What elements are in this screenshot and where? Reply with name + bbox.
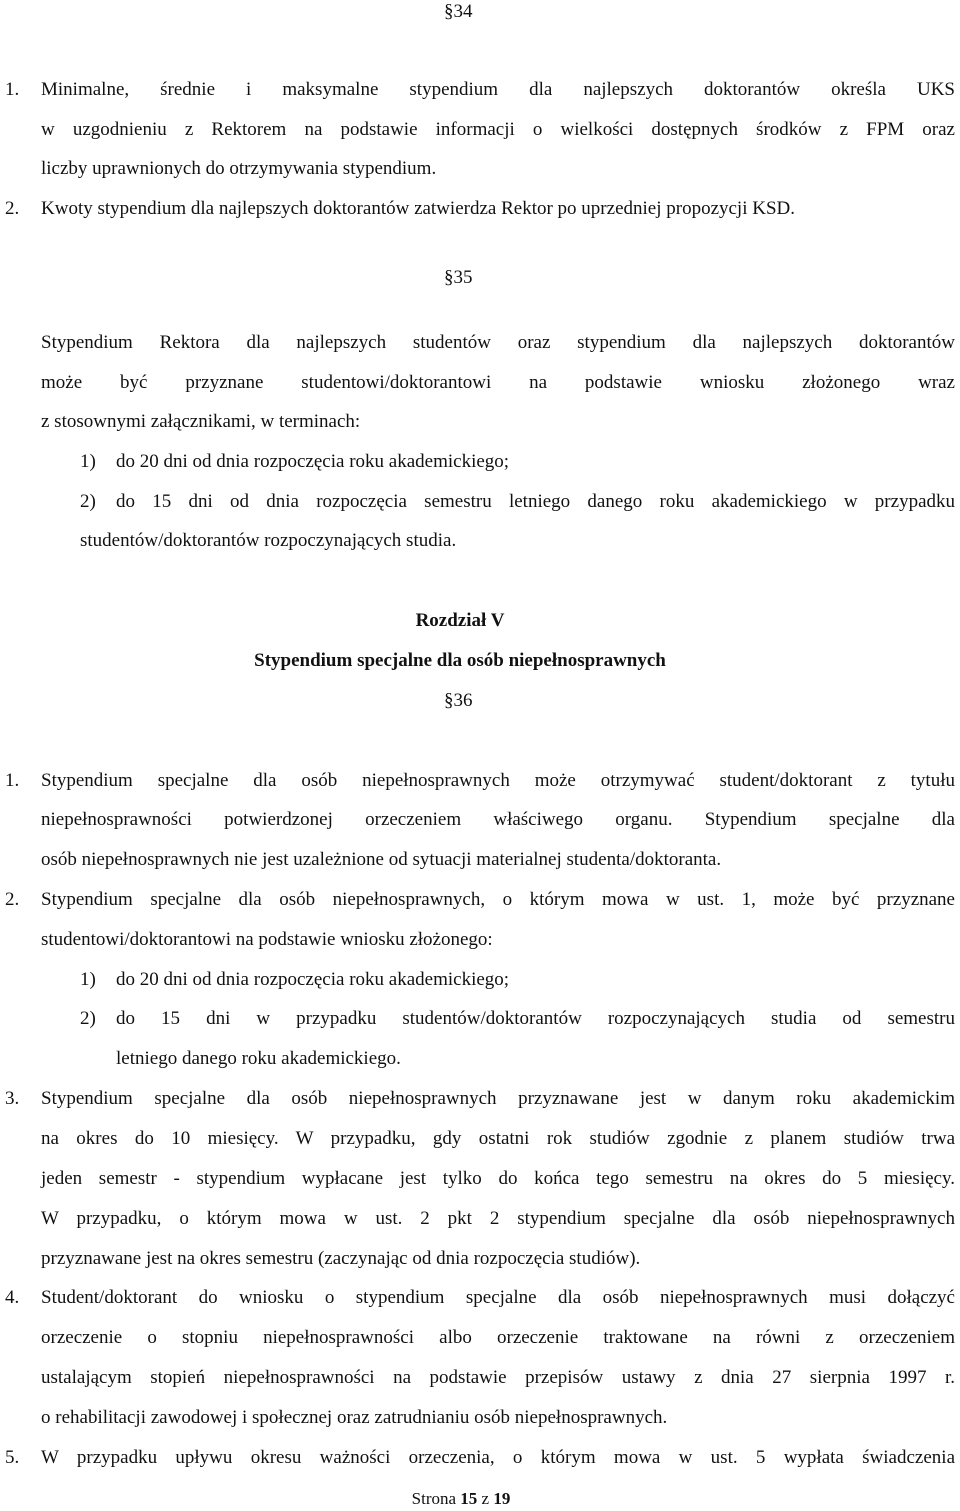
paragraph-line: o rehabilitacji zawodowej i społecznej oraz zatrudnianiu osób niepełnosprawnych. [41, 1407, 668, 1428]
page-footer [0, 1487, 922, 1511]
paragraph-line: na okres do 10 miesięcy. W przypadku, gdy ostatni rok studiów zgodnie z planem studiów trwa [41, 1128, 955, 1149]
list-item-continuation: studentów/doktorantów rozpoczynających studia. [80, 530, 457, 551]
section-36-heading: §36 [444, 690, 473, 711]
paragraph-line: Kwoty stypendium dla najlepszych doktorantów zatwierdza Rektor po uprzedniej propozycji KSD. [41, 198, 795, 219]
footer-separator: z [481, 1489, 490, 1508]
list-item: do 15 dni w przypadku studentów/doktorantów rozpoczynających studia od semestru [116, 1008, 955, 1029]
item-number: 1. [5, 770, 20, 791]
item-number: 3. [5, 1088, 20, 1109]
chapter-title: Rozdział V [415, 610, 505, 631]
paragraph-line: Stypendium Rektora dla najlepszych studentów oraz stypendium dla najlepszych doktorantów [41, 332, 955, 353]
paragraph-line: z stosownymi załącznikami, w terminach: [41, 411, 361, 432]
paragraph-line: Stypendium specjalne dla osób niepełnosprawnych przyznawane jest w danym roku akademickim [41, 1088, 955, 1109]
paragraph-line: Stypendium specjalne dla osób niepełnosprawnych, o którym mowa w ust. 1, może być przyznane [41, 889, 955, 910]
paragraph-line: osób niepełnosprawnych nie jest uzależnione od sytuacji materialnej studenta/doktoranta. [41, 849, 722, 870]
item-number: 4. [5, 1287, 20, 1308]
list-number: 2) [80, 491, 96, 512]
list-number: 2) [80, 1008, 96, 1029]
paragraph-line: może być przyznane studentowi/doktorantowi na podstawie wniosku złożonego wraz [41, 372, 955, 393]
paragraph-line: jeden semestr - stypendium wypłacane jest tylko do końca tego semestru na okres do 5 miesięcy. [41, 1168, 955, 1189]
footer-prefix: Strona [411, 1489, 457, 1508]
list-item: do 15 dni od dnia rozpoczęcia semestru letniego danego roku akademickiego w przypadku [116, 491, 955, 512]
list-number: 1) [80, 451, 96, 472]
item-number: 2. [5, 889, 20, 910]
list-item-continuation: letniego danego roku akademickiego. [116, 1048, 401, 1069]
paragraph-line: studentowi/doktorantowi na podstawie wniosku złożonego: [41, 929, 493, 950]
paragraph-line: liczby uprawnionych do otrzymywania stypendium. [41, 158, 437, 179]
section-35-heading: §35 [444, 267, 473, 288]
item-number: 2. [5, 198, 20, 219]
paragraph-line: W przypadku, o którym mowa w ust. 2 pkt 2 stypendium specjalne dla osób niepełnosprawnych [41, 1208, 955, 1229]
paragraph-line: Minimalne, średnie i maksymalne stypendium dla najlepszych doktorantów określa UKS [41, 79, 955, 100]
item-number: 5. [5, 1447, 20, 1468]
list-number: 1) [80, 969, 96, 990]
list-item: do 20 dni od dnia rozpoczęcia roku akademickiego; [116, 451, 510, 472]
section-34-heading: §34 [444, 1, 473, 22]
paragraph-line: orzeczenie o stopniu niepełnosprawności albo orzeczenie traktowane na równi z orzeczeniem [41, 1327, 955, 1348]
paragraph-line: w uzgodnieniu z Rektorem na podstawie informacji o wielkości dostępnych środków z FPM oraz [41, 119, 955, 140]
list-item: do 20 dni od dnia rozpoczęcia roku akademickiego; [116, 969, 510, 990]
paragraph-line: W przypadku upływu okresu ważności orzeczenia, o którym mowa w ust. 5 wypłata świadczenia [41, 1447, 955, 1468]
footer-total-pages: 19 [493, 1489, 511, 1508]
paragraph-line: Student/doktorant do wniosku o stypendium specjalne dla osób niepełnosprawnych musi dołączyć [41, 1287, 955, 1308]
paragraph-line: niepełnosprawności potwierdzonej orzeczeniem właściwego organu. Stypendium specjalne dla [41, 809, 955, 830]
chapter-subtitle: Stypendium specjalne dla osób niepełnosprawnych [254, 650, 666, 671]
footer-page-number: 15 [460, 1489, 478, 1508]
paragraph-line: Stypendium specjalne dla osób niepełnosprawnych może otrzymywać student/doktorant z tytułu [41, 770, 955, 791]
item-number: 1. [5, 79, 20, 100]
paragraph-line: ustalającym stopień niepełnosprawności na podstawie przepisów ustawy z dnia 27 sierpnia 1997 r. [41, 1367, 955, 1388]
paragraph-line: przyznawane jest na okres semestru (zaczynając od dnia rozpoczęcia studiów). [41, 1248, 641, 1269]
